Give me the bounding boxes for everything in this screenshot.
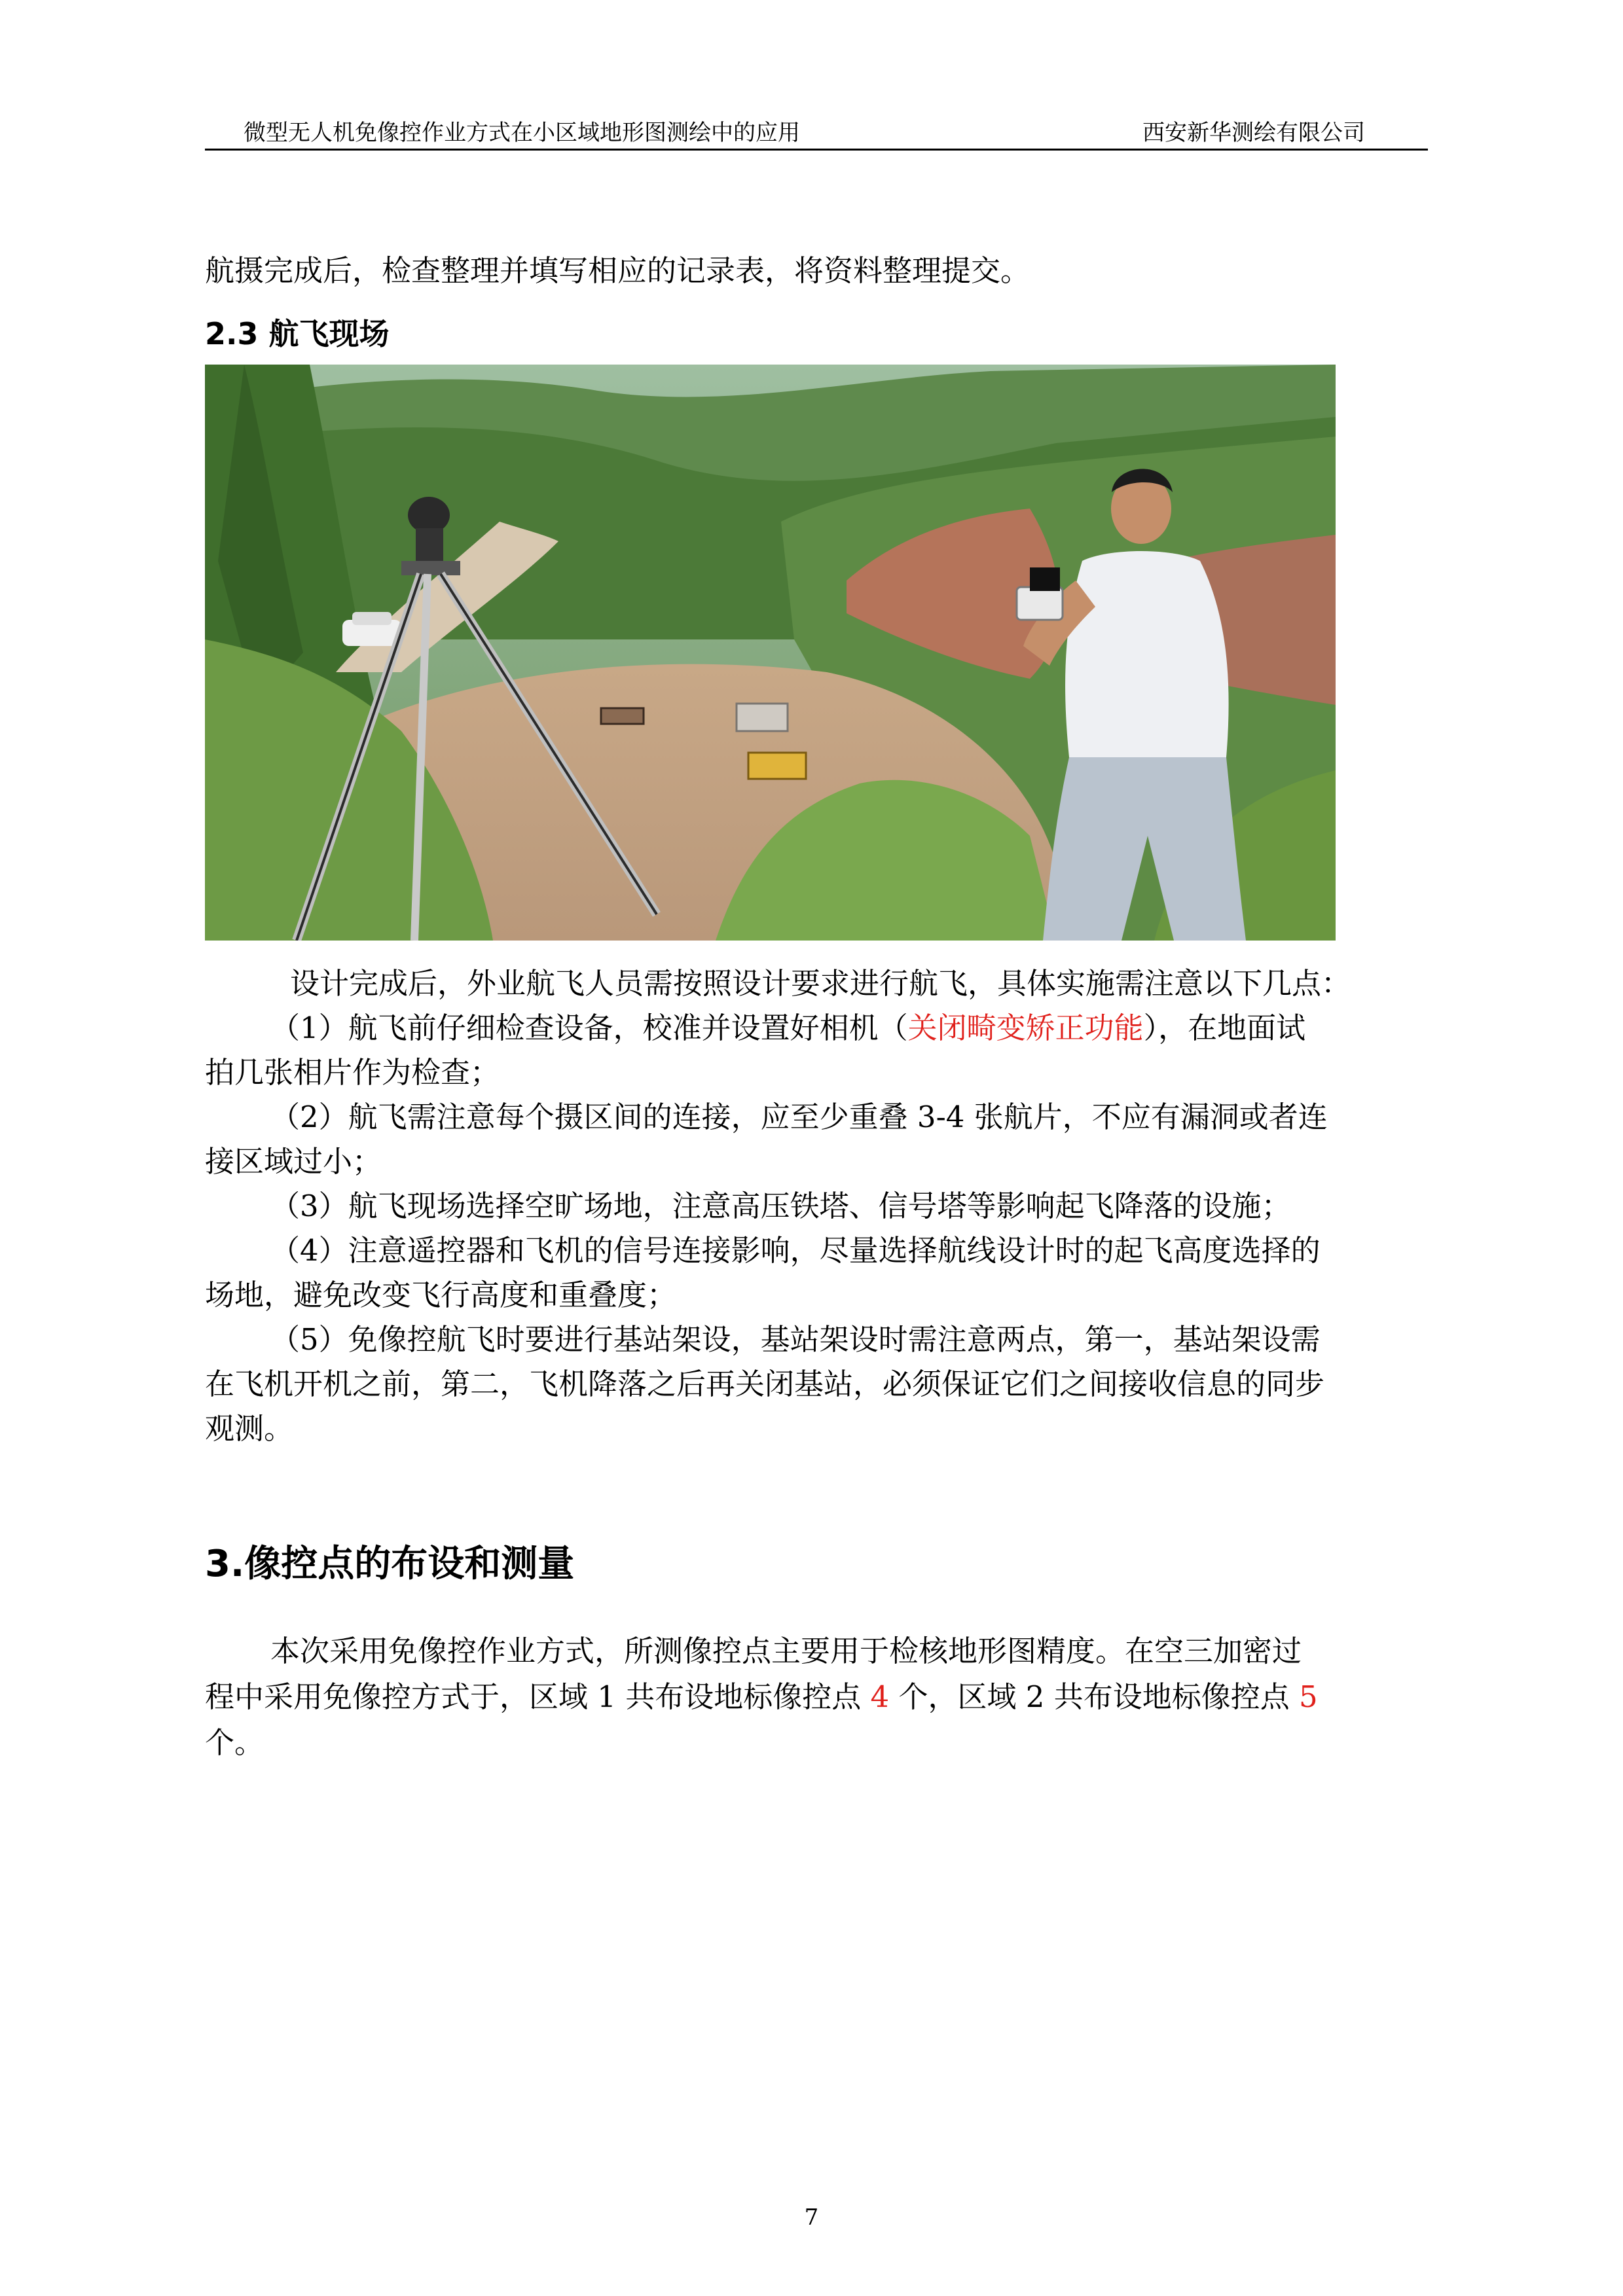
flight-item-1-end: ），在地面试 — [1143, 1011, 1306, 1045]
header-rule — [205, 149, 1428, 151]
section-heading-2-3: 2.3 航飞现场 — [205, 316, 390, 351]
region-1-count: 4 — [870, 1679, 890, 1714]
section-3-line-2-a: 程中采用免像控方式于，区域 1 共布设地标像控点 — [205, 1679, 871, 1714]
flight-item-3: （3）航飞现场选择空旷场地，注意高压铁塔、信号塔等影响起飞降落的设施； — [270, 1189, 1291, 1223]
flight-intro: 设计完成后，外业航飞人员需按照设计要求进行航飞，具体实施需注意以下几点： — [290, 966, 1351, 1001]
flight-item-2: （2）航飞需注意每个摄区间的连接，应至少重叠 3-4 张航片，不应有漏洞或者连 — [270, 1100, 1328, 1134]
flight-item-1 — [270, 1004, 1305, 1047]
region-2-count: 5 — [1299, 1679, 1318, 1714]
section-3-line-2-b: 个，区域 2 共布设地标像控点 — [889, 1679, 1300, 1714]
flight-item-2-cont: 接区域过小； — [205, 1144, 382, 1179]
page-number: 7 — [804, 2204, 819, 2231]
flight-item-4-cont: 场地，避免改变飞行高度和重叠度； — [205, 1278, 677, 1312]
flight-item-1-cont: 拍几张相片作为检查； — [205, 1055, 500, 1090]
flight-item-4: （4）注意遥控器和飞机的信号连接影响，尽量选择航线设计时的起飞高度选择的 — [270, 1233, 1321, 1268]
section-heading-3: 3.像控点的布设和测量 — [205, 1543, 575, 1585]
flight-item-1-start: （1）航飞前仔细检查设备，校准并设置好相机（ — [270, 1011, 908, 1045]
section-3-line-3: 个。 — [205, 1725, 264, 1760]
intro-line: 航摄完成后，检查整理并填写相应的记录表，将资料整理提交。 — [205, 253, 1030, 288]
section-3-line-2 — [205, 1673, 1318, 1715]
flight-item-5-cont-2: 观测。 — [205, 1411, 294, 1446]
section-3-line-1: 本次采用免像控作业方式，所测像控点主要用于检核地形图精度。在空三加密过 — [270, 1634, 1302, 1668]
field-photo — [205, 365, 1336, 941]
flight-item-1-highlight: 关闭畸变矫正功能 — [907, 1011, 1144, 1045]
field-photo-illustration — [205, 365, 1336, 941]
flight-item-5-cont-1: 在飞机开机之前，第二，飞机降落之后再关闭基站，必须保证它们之间接收信息的同步 — [205, 1367, 1325, 1401]
running-header-company: 西安新华测绘有限公司 — [1142, 120, 1365, 146]
running-header-title: 微型无人机免像控作业方式在小区域地形图测绘中的应用 — [244, 120, 800, 146]
flight-item-5: （5）免像控航飞时要进行基站架设，基站架设时需注意两点，第一，基站架设需 — [270, 1322, 1321, 1357]
